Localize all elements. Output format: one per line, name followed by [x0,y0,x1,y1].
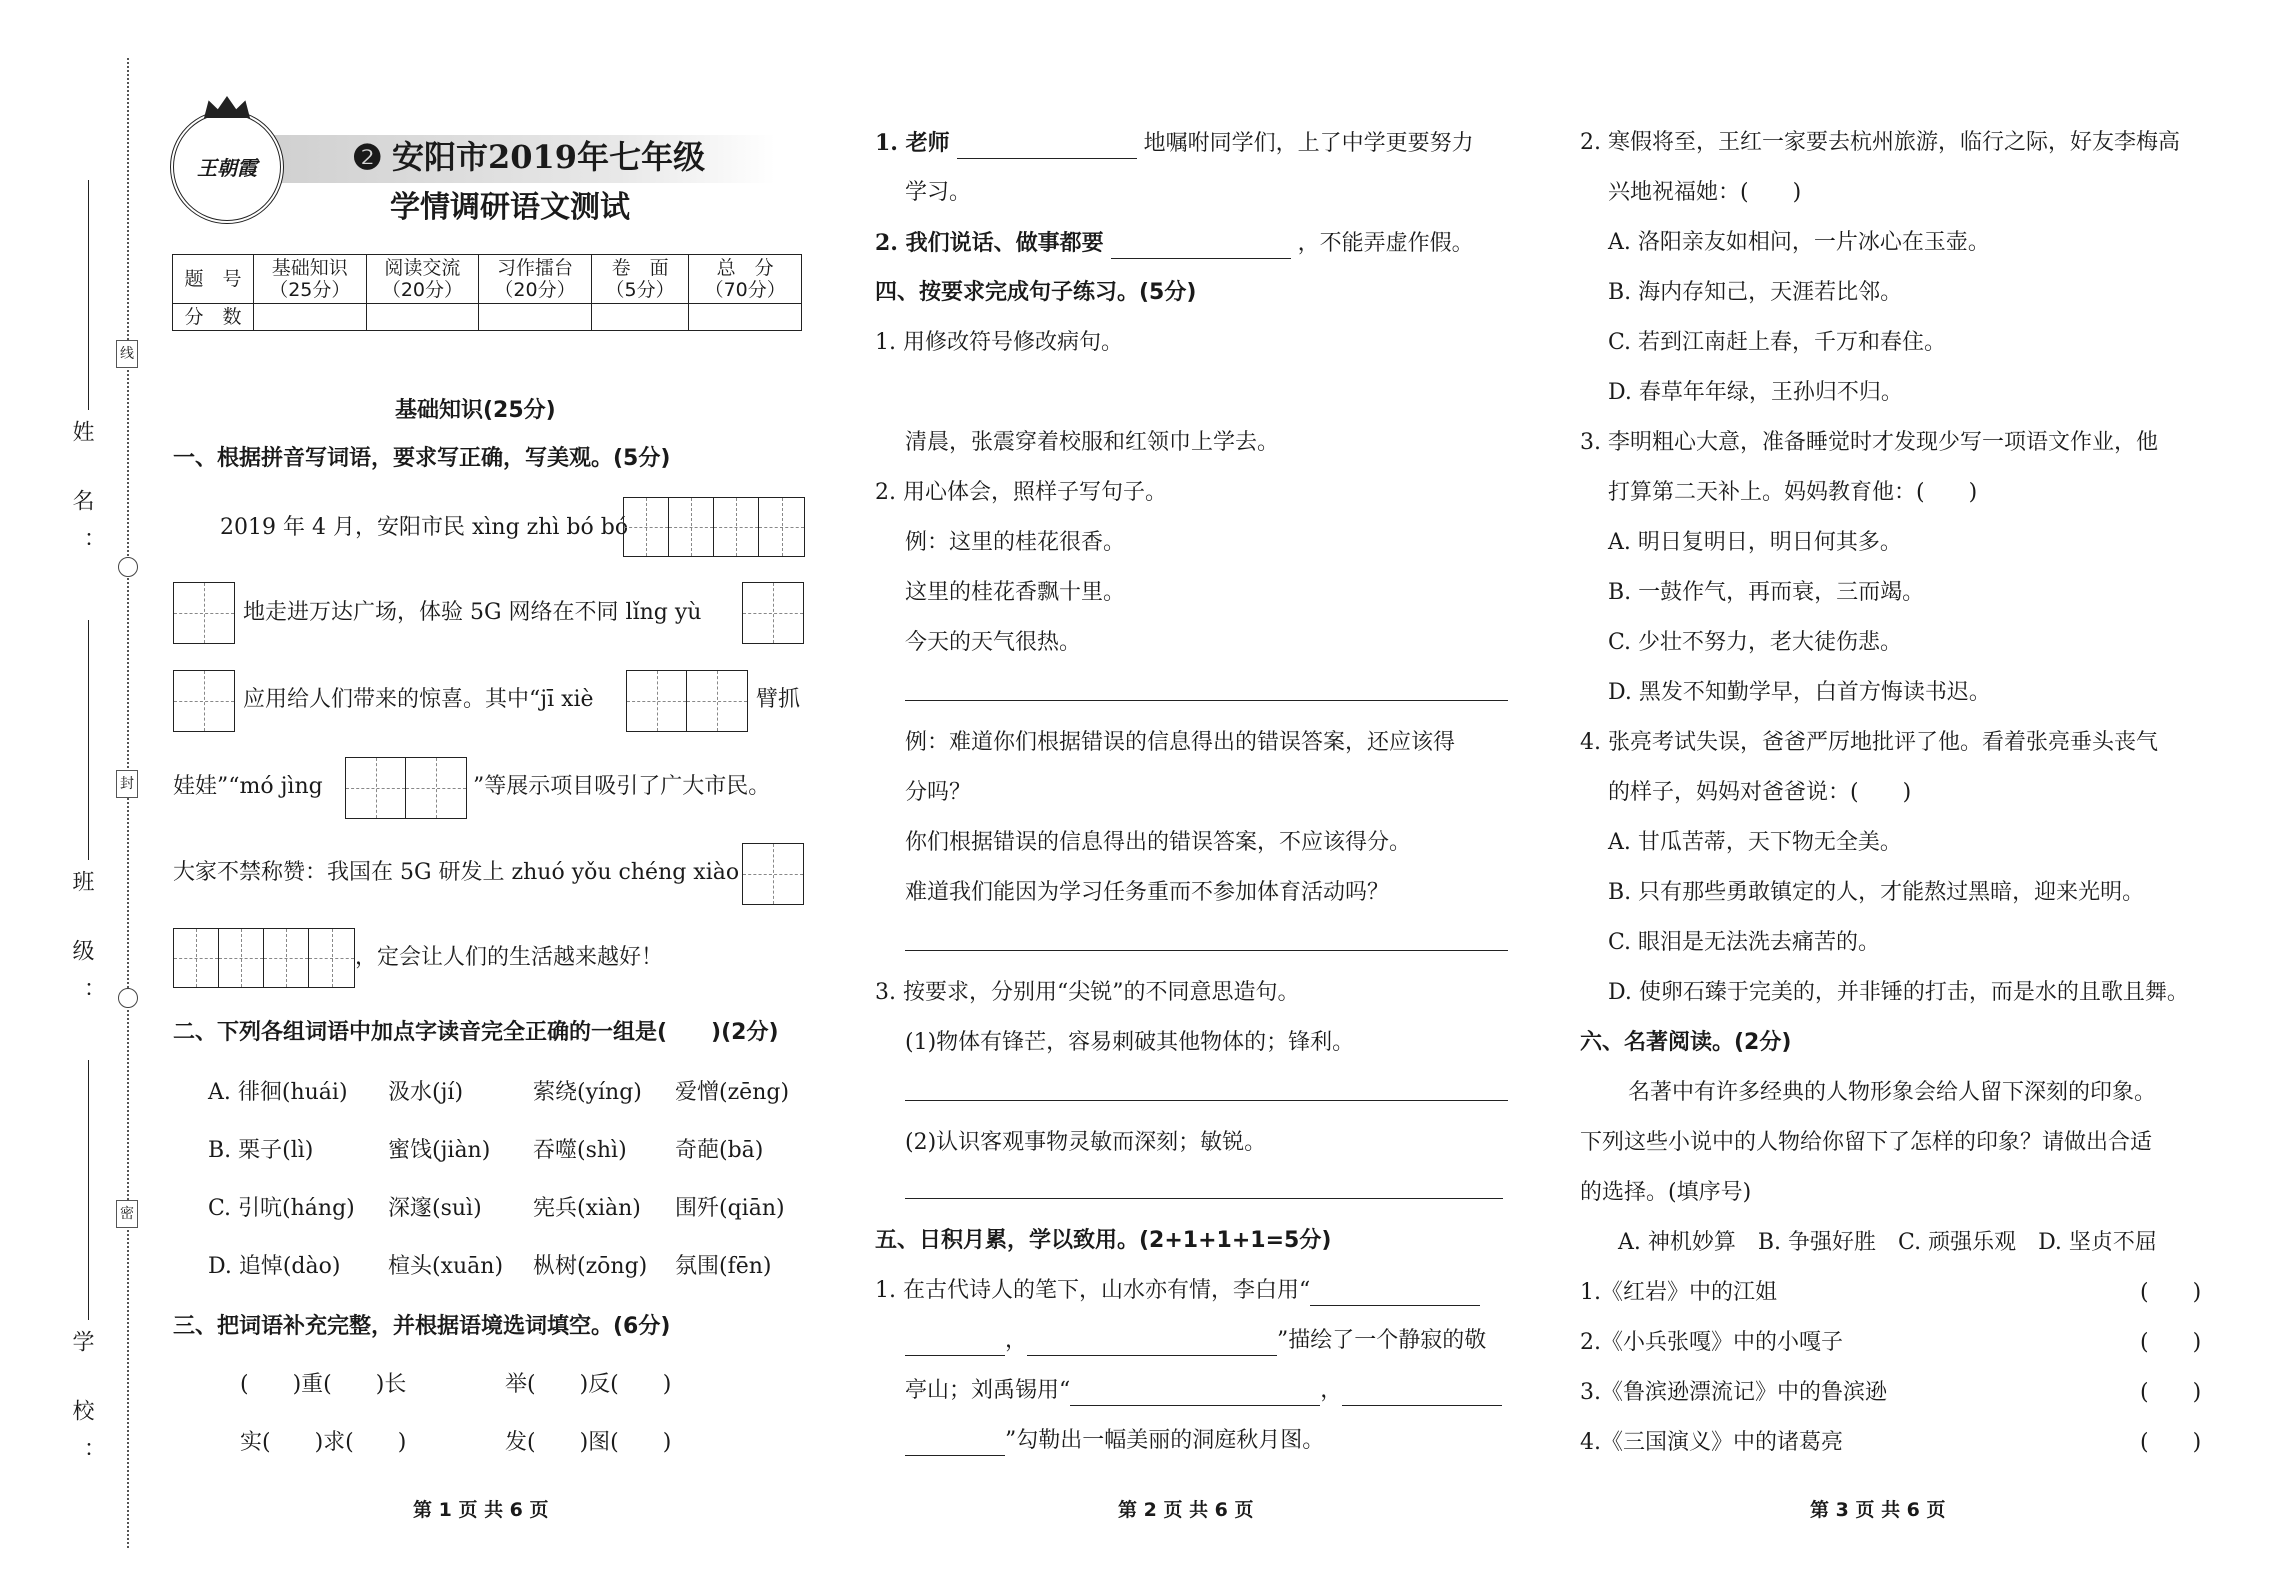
q6-item: 4.《三国演义》中的诸葛亮 [1580,1430,1843,1455]
class-field[interactable] [88,620,89,860]
answer-line[interactable] [905,700,1508,701]
q5-title: 五、日积月累，学以致用。(2+1+1+1=5分) [875,1228,1332,1253]
school-field[interactable] [88,1060,89,1320]
q3-word-blank[interactable]: 举( )反( ) [505,1372,672,1397]
score-cell[interactable] [479,304,592,331]
q2-option-a[interactable]: A. 徘徊(huái) [208,1080,348,1105]
q6-answer-blank[interactable]: ( ) [2140,1380,2202,1405]
q1-title: 一、根据拼音写词语，要求写正确，写美观。(5分) [173,446,671,471]
score-cell[interactable] [591,304,689,331]
comma: ， [1320,1378,1343,1403]
q4-2-example: 你们根据错误的信息得出的错误答案，不应该得分。 [905,830,1412,855]
answer-grid-1[interactable] [173,670,235,732]
q4-3-text: 3. 按要求，分别用“尖锐”的不同意思造句。 [875,980,1300,1005]
score-col-total: 总 分 （70分） [689,255,802,304]
answer-grid-4[interactable] [623,497,805,557]
answer-grid-1[interactable] [742,843,804,905]
q4-1-text: 1. 用修改符号修改病句。 [875,330,1123,355]
p3-q3-option-a[interactable]: A. 明日复明日，明日何其多。 [1608,530,1902,555]
q4-2-prompt: 今天的天气很热。 [905,630,1082,655]
p3-q3-text-cont: 打算第二天补上。妈妈教育他：( ) [1608,480,1978,505]
q6-intro: 的选择。(填序号) [1580,1180,1752,1205]
q2-word: 吞噬(shì) [533,1138,627,1163]
q4-3-a: (1)物体有锋芒，容易刺破其他物体的；锋利。 [905,1030,1355,1055]
logo-emblem-icon [170,110,284,224]
q2-word: 围歼(qiān) [675,1196,785,1221]
p3-q4-option-c[interactable]: C. 眼泪是无法洗去痛苦的。 [1608,930,1881,955]
score-col-basic: 基础知识 （25分） [254,255,367,304]
p3-q2-option-b[interactable]: B. 海内存知己，天涯若比邻。 [1608,280,1903,305]
binding-hole-icon [118,988,138,1008]
q5-1-mid: ”描绘了一个静寂的敬 [1277,1328,1487,1353]
school-label: 学 校： [69,1330,94,1483]
score-col-reading: 阅读交流 （20分） [366,255,479,304]
comma: ， [1005,1328,1028,1353]
q4-2-example: 这里的桂花香飘十里。 [905,580,1126,605]
q3-2-lead: 2. 我们说话、做事都要 [875,230,1104,256]
q1-text: ，定会让人们的生活越来越好！ [355,945,664,970]
p3-q4-option-b[interactable]: B. 只有那些勇敢镇定的人，才能熬过黑暗，迎来光明。 [1608,880,2145,905]
poem-blank[interactable] [905,1433,1005,1456]
p3-q4-text: 4. 张亮考试失误，爸爸严厉地批评了他。看着张亮垂头丧气 [1580,730,2158,755]
q5-1-line4 [905,1426,1324,1456]
q3-word-blank[interactable]: ( )重( )长 [240,1372,407,1397]
poem-blank[interactable] [1027,1333,1277,1356]
score-col-label: 题 号 [173,255,254,304]
q4-3-b: (2)认识客观事物灵敏而深刻；敏锐。 [905,1130,1267,1155]
q2-option-d[interactable]: D. 追悼(dào) [208,1254,341,1279]
class-label: 班 级： [69,870,94,1023]
q4-2-example: 分吗？ [905,780,972,805]
q1-text: 2019 年 4 月，安阳市民 xìng zhì bó bó [220,515,629,540]
q4-2-prompt: 难道我们能因为学习任务重而不参加体育活动吗？ [905,880,1390,905]
section-title: 基础知识(25分) [395,398,556,423]
binding-hole-icon [118,557,138,577]
q3-1-blank[interactable] [957,136,1137,159]
q3-1-tail: 地嘱咐同学们，上了中学更要努力 [1143,131,1474,156]
answer-grid-1[interactable] [742,582,804,644]
q2-word: 氛围(fēn) [675,1254,772,1279]
answer-line[interactable] [905,1100,1508,1101]
q3-2-text [875,228,1474,259]
q6-item: 1.《红岩》中的江姐 [1580,1280,1777,1305]
score-cell[interactable] [366,304,479,331]
q5-1-mid2: 亭山；刘禹锡用“ [905,1378,1071,1403]
q2-option-c[interactable]: C. 引吭(háng) [208,1196,355,1221]
logo-crown-icon [204,96,250,118]
logo-text: 王朝霞 [197,156,257,180]
q3-1-text [875,128,1474,159]
q6-intro: 名著中有许多经典的人物形象会给人留下深刻的印象。 [1628,1080,2157,1105]
q5-1-line3 [905,1376,1502,1406]
score-cell[interactable] [689,304,802,331]
p3-q2-option-c[interactable]: C. 若到江南赶上春，千万和春住。 [1608,330,1947,355]
q1-text: ”等展示项目吸引了广大市民。 [473,774,771,799]
q2-word: 爱憎(zēng) [675,1080,790,1105]
poem-blank[interactable] [1310,1283,1480,1306]
q5-1-tail: ”勾勒出一幅美丽的洞庭秋月图。 [1005,1428,1325,1453]
p3-q4-option-a[interactable]: A. 甘瓜苦蒂，天下物无全美。 [1608,830,1902,855]
q3-word-blank[interactable]: 实( )求( ) [240,1430,407,1455]
q2-word: 蜜饯(jiàn) [388,1138,491,1163]
q5-1-lead: 1. 在古代诗人的笔下，山水亦有情，李白用“ [875,1278,1311,1303]
seal-char-secret: 密 [116,1200,138,1228]
q1-text: 地走进万达广场，体验 5G 网络在不同 lǐng yù [243,600,702,625]
p3-q4-option-d[interactable]: D. 使卵石臻于完美的，并非锤的打击，而是水的且歌且舞。 [1608,980,2189,1005]
q4-2-example: 例：难道你们根据错误的信息得出的错误答案，还应该得 [905,730,1456,755]
score-col-neatness: 卷 面 （5分） [591,255,689,304]
q2-word: 奇葩(bā) [675,1138,764,1163]
p3-q2-text: 2. 寒假将至，王红一家要去杭州旅游，临行之际，好友李梅高 [1580,130,2180,155]
q3-1-text-cont: 学习。 [905,180,972,205]
p3-q3-option-c[interactable]: C. 少壮不努力，老大徒伤悲。 [1608,630,1903,655]
answer-line[interactable] [905,1198,1503,1199]
q3-title: 三、把词语补充完整，并根据语境选词填空。(6分) [173,1314,671,1339]
q5-1-text [875,1276,1480,1306]
score-row-label: 分 数 [173,304,254,331]
name-field[interactable] [88,180,89,410]
p3-q2-option-d[interactable]: D. 春草年年绿，王孙归不归。 [1608,380,1903,405]
q2-option-b[interactable]: B. 栗子(lì) [208,1138,314,1163]
q6-intro: 下列这些小说中的人物给你留下了怎样的印象？请做出合适 [1580,1130,2153,1155]
p3-q3-option-d[interactable]: D. 黑发不知勤学早，白首方悔读书迟。 [1608,680,1991,705]
p3-q4-text-cont: 的样子，妈妈对爸爸说：( ) [1608,780,1912,805]
score-table-header-row [173,255,802,304]
q6-item: 3.《鲁滨逊漂流记》中的鲁滨逊 [1580,1380,1887,1405]
page-subtitle: 学情调研语文测试 [390,190,630,225]
binding-dotted-line [127,58,129,1548]
q2-word: 宪兵(xiàn) [533,1196,641,1221]
q4-2-text: 2. 用心体会，照样子写句子。 [875,480,1167,505]
q2-word: 萦绕(yíng) [533,1080,642,1105]
q6-choices: A. 神机妙算 B. 争强好胜 C. 顽强乐观 D. 坚贞不屈 [1618,1230,2157,1255]
q1-text: 应用给人们带来的惊喜。其中“jī xiè [243,687,594,712]
q3-2-blank[interactable] [1111,236,1291,259]
score-col-writing: 习作擂台 （20分） [479,255,592,304]
answer-grid-2[interactable] [345,757,467,819]
q6-answer-blank[interactable]: ( ) [2140,1280,2202,1305]
seal-char-seal: 封 [116,770,138,798]
q3-2-tail: ，不能弄虚作假。 [1297,231,1474,256]
score-table [172,254,802,331]
answer-grid-1[interactable] [173,582,235,644]
answer-line[interactable] [905,950,1508,951]
q1-text: 大家不禁称赞：我国在 5G 研发上 zhuó yǒu chéng xiào [173,860,740,885]
q1-text: 臂抓 [756,687,801,712]
q6-item: 2.《小兵张嘎》中的小嘎子 [1580,1330,1843,1355]
page-title: 安阳市2019年七年级 [392,138,706,176]
poem-blank[interactable] [1070,1383,1320,1406]
poem-blank[interactable] [1342,1383,1502,1406]
page-footer-1: 第 1 页 共 6 页 [413,1499,549,1521]
p3-q2-option-a[interactable]: A. 洛阳亲友如相问，一片冰心在玉壶。 [1608,230,1990,255]
poem-blank[interactable] [905,1333,1005,1356]
q3-word-blank[interactable]: 发( )图( ) [505,1430,672,1455]
answer-grid-2[interactable] [626,670,748,732]
q4-2-example: 例：这里的桂花很香。 [905,530,1126,555]
score-table-score-row [173,304,802,331]
p3-q3-text: 3. 李明粗心大意，准备睡觉时才发现少写一项语文作业，他 [1580,430,2158,455]
q3-1-lead: 1. 老师 [875,130,950,156]
q5-1-line2 [905,1326,1486,1356]
q2-word: 深邃(suì) [388,1196,482,1221]
q4-title: 四、按要求完成句子练习。(5分) [875,280,1197,305]
page-footer-2: 第 2 页 共 6 页 [1118,1499,1254,1521]
name-label: 姓 名： [69,420,94,573]
q6-answer-blank[interactable]: ( ) [2140,1430,2202,1455]
q2-title: 二、下列各组词语中加点字读音完全正确的一组是( )(2分) [173,1020,779,1045]
page-footer-3: 第 3 页 共 6 页 [1810,1499,1946,1521]
number-badge: ❷ [352,138,383,178]
q2-word: 汲水(jí) [388,1080,464,1105]
q6-answer-blank[interactable]: ( ) [2140,1330,2202,1355]
answer-grid-4[interactable] [173,928,355,988]
q4-1-sentence: 清晨，张震穿着校服和红领巾上学去。 [905,430,1280,455]
p3-q3-option-b[interactable]: B. 一鼓作气，再而衰，三而竭。 [1608,580,1925,605]
q6-title: 六、名著阅读。(2分) [1580,1030,1792,1055]
seal-char-line: 线 [116,340,138,368]
p3-q2-text-cont: 兴地祝福她：( ) [1608,180,1802,205]
score-cell[interactable] [254,304,367,331]
q1-text: 娃娃”“mó jìng [173,774,323,799]
q2-word: 楦头(xuān) [388,1254,504,1279]
q2-word: 枞树(zōng) [533,1254,648,1279]
